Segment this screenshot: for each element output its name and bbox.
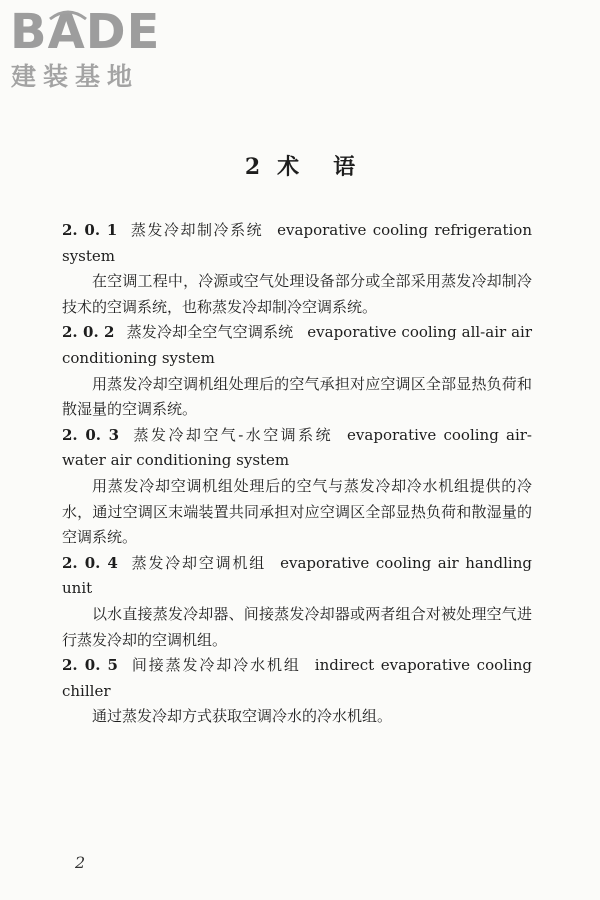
term-heading <box>62 423 532 474</box>
term-definition: 用蒸发冷却空调机组处理后的空气承担对应空调区全部显热负荷和散湿量的空调系统。 <box>62 374 532 419</box>
bade-logo <box>10 4 180 94</box>
term-heading <box>62 218 532 269</box>
term-english: evaporative cooling refrigeration system <box>62 221 533 265</box>
term-definition: 以水直接蒸发冷却器、间接蒸发冷却器或两者组合对被处理空气进行蒸发冷却的空调机组。 <box>62 604 532 649</box>
term-number: 2. 0. 2 <box>62 323 115 342</box>
term-chinese: 间接蒸发冷却冷水机组 <box>129 656 301 675</box>
term-chinese: 蒸发冷却制冷系统 <box>129 221 264 239</box>
section-title <box>0 150 600 181</box>
term-definition: 用蒸发冷却空调机组处理后的空气与蒸发冷却冷水机组提供的冷水，通过空调区末端装置共同承担对应空调区全部显热负荷和散湿量的空调系统。 <box>62 476 532 547</box>
section-heading: 术语 <box>277 154 390 180</box>
term-heading <box>62 551 532 602</box>
section-number: 2 <box>244 154 262 180</box>
term-number: 2. 0. 4 <box>62 553 118 572</box>
term-heading <box>62 653 532 704</box>
term-chinese: 蒸发冷却空调机组 <box>129 553 267 572</box>
term-number: 2. 0. 3 <box>62 425 120 444</box>
term-english: evaporative cooling air handling unit <box>62 553 532 598</box>
term-number: 2. 0. 1 <box>62 221 118 239</box>
term-english: evaporative cooling air-water air conditioning system <box>62 425 532 470</box>
term-english: evaporative cooling all-air air conditioning system <box>62 323 532 367</box>
logo-subtitle: 建装基地 <box>11 62 140 91</box>
logo-wordmark: BADE <box>10 4 161 60</box>
term-english: indirect evaporative cooling chiller <box>62 656 532 700</box>
term-heading <box>62 320 532 371</box>
term-number: 2. 0. 5 <box>62 656 118 675</box>
term-chinese: 蒸发冷却全空气空调系统 <box>126 323 294 342</box>
page-number: 2 <box>75 853 86 872</box>
terms-list <box>62 218 532 730</box>
logo-roof-icon <box>48 7 88 21</box>
term-definition: 在空调工程中，冷源或空气处理设备部分或全部采用蒸发冷却制冷技术的空调系统，也称蒸发冷却制冷空调系统。 <box>62 272 532 316</box>
term-definition: 通过蒸发冷却方式获取空调冷水的冷水机组。 <box>92 707 393 726</box>
term-chinese: 蒸发冷却空气-水空调系统 <box>131 425 334 444</box>
